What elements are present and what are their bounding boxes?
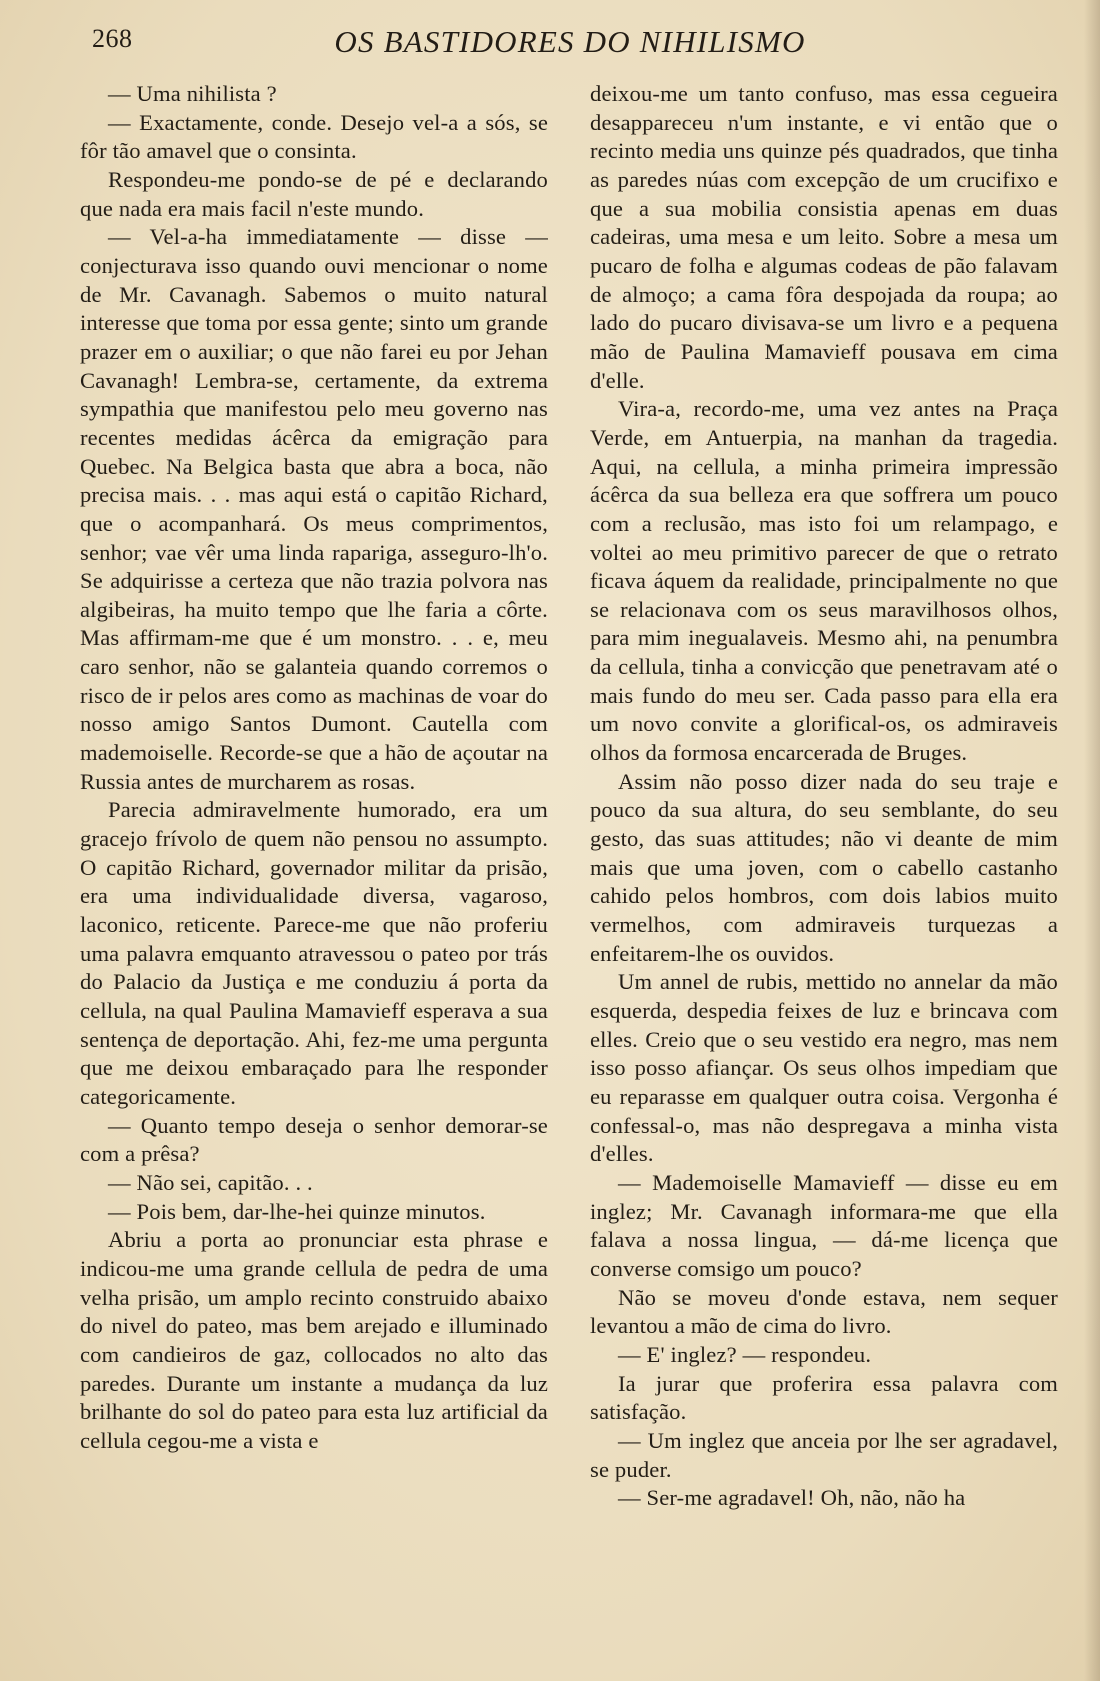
- paragraph: — Pois bem, dar-lhe-hei quinze minutos.: [108, 1198, 486, 1224]
- page-number: 268: [92, 24, 133, 53]
- paragraph: Parecia admiravelmente humorado, era um gracejo frívolo de quem não pensou no assumpto. O capitão Richard, governador militar da prisão, era uma individualidade diversa, vagaroso, laconico, reticente. Parece-me que não proferiu uma palavra emquanto atravessou o pateo por trás do Palacio da Justiça e me conduziu á porta da cellula, na qual Paulina Mamavieff esperava a sua sentença de deportação. Ahi, fez-me uma pergunta que me deixou embaraçado para lhe responder categoricamente.: [80, 797, 548, 1109]
- paragraph: Não se moveu d'onde estava, nem sequer levantou a mão de cima do livro.: [590, 1284, 1058, 1339]
- paragraph: — E' inglez? — respondeu.: [618, 1341, 872, 1367]
- paragraph: Respondeu-me pondo-se de pé e declarando que nada era mais facil n'este mundo.: [80, 166, 548, 221]
- paragraph: Assim não posso dizer nada do seu traje e pouco da sua altura, do seu semblante, do seu gesto, das suas attitudes; não vi deante de mim mais que uma joven, com o cabello castanho cahido pelos hombros, com dois labios muito vermelhos, com admiraveis turquezas a enfeitarem-lhe os ouvidos.: [590, 768, 1058, 966]
- paragraph: — Vel-a-ha immediatamente — disse — conjecturava isso quando ouvi mencionar o nome de Mr. Cavanagh. Sabemos o muito natural interesse que toma por essa gente; sinto um grande prazer em o auxiliar; o que não farei eu por Jehan Cavanagh! Lembra-se, certamente, da extrema sympathia que manifestou pelo meu governo nas recentes medidas ácêrca da emigração para Quebec. Na Belgica basta que abra a boca, não precisa mais. . . mas aqui está o capitão Richard, que o acompanhará. Os meus comprimentos, senhor; vae vêr uma linda rapariga, asseguro-lh'o. Se adquirisse a certeza que não trazia polvora nas algibeiras, ha muito tempo que lhe faria a côrte. Mas affirmam-me que é um monstro. . . e, meu caro senhor, não se galanteia quando corremos o risco de ir pelos ares como as machinas de voar do nosso amigo Santos Dumont. Cautella com mademoiselle. Recorde-se que a hão de açoutar na Russia antes de murcharem as rosas.: [80, 224, 548, 794]
- running-title: OS BASTIDORES DO NIHILISMO: [334, 24, 806, 59]
- paragraph: deixou-me um tanto confuso, mas essa cegueira desappareceu n'um instante, e vi então que o recinto media uns quinze pés quadrados, que tinha as paredes núas com excepção de um crucifixo e que a sua mobilia consistia apenas em duas cadeiras, uma mesa e um leito. Sobre a mesa um pucaro de folha e algumas codeas de pão falavam de almoço; a cama fôra despojada da roupa; ao lado do pucaro divisava-se um livro e a pequena mão de Paulina Mamavieff pousava em cima d'elle.: [590, 81, 1058, 393]
- paragraph: — Uma nihilista ?: [108, 81, 277, 106]
- page-header: [80, 24, 1060, 64]
- text-column-right: [590, 80, 1058, 1513]
- paragraph: — Mademoiselle Mamavieff — disse eu em inglez; Mr. Cavanagh informara-me que ella falava a nossa lingua, — dá-me licença que converse comsigo um pouco?: [590, 1169, 1058, 1281]
- paragraph: Um annel de rubis, mettido no annelar da mão esquerda, despedia feixes de luz e brincava com elles. Creio que o seu vestido era negro, mas nem isso posso afiançar. Os seus olhos impediam que eu reparasse em qualquer outra coisa. Vergonha é confessal-o, mas não despregava a minha vista d'elles.: [590, 969, 1058, 1167]
- paragraph: — Quanto tempo deseja o senhor demorar-se com a prêsa?: [80, 1112, 548, 1167]
- paragraph: — Ser-me agradavel! Oh, não, não ha: [618, 1485, 966, 1511]
- text-column-left: [80, 80, 548, 1456]
- paragraph: Ia jurar que proferira essa palavra com satisfação.: [590, 1370, 1058, 1425]
- paragraph: Vira-a, recordo-me, uma vez antes na Praça Verde, em Antuerpia, na manhan da tragedia. Aqui, na cellula, a minha primeira impressão ácêrca da sua belleza era que soffrera um pouco com a reclusão, mas isto foi um relampago, e voltei ao meu primitivo parecer de que o retrato ficava áquem da realidade, principalmente no que se relacionava com os seus maravilhosos olhos, para mim inegualaveis. Mesmo ahi, na penumbra da cellula, tinha a convicção que penetravam até o mais fundo do meu ser. Cada passo para ella era um novo convite a glorifical-os, os admiraveis olhos da formosa encarcerada de Bruges.: [590, 396, 1058, 766]
- paragraph: — Exactamente, conde. Desejo vel-a a sós, se fôr tão amavel que o consinta.: [80, 109, 548, 164]
- paragraph: — Não sei, capitão. . .: [108, 1169, 313, 1195]
- paragraph: Abriu a porta ao pronunciar esta phrase e indicou-me uma grande cellula de pedra de uma velha prisão, um amplo recinto construido abaixo do nivel do pateo, mas bem arejado e illuminado com candieiros de gaz, collocados no alto das paredes. Durante um instante a mudança da luz brilhante do sol do pateo para esta luz artificial da cellula cegou-me a vista e: [80, 1227, 548, 1453]
- paragraph: — Um inglez que anceia por lhe ser agradavel, se puder.: [590, 1427, 1058, 1482]
